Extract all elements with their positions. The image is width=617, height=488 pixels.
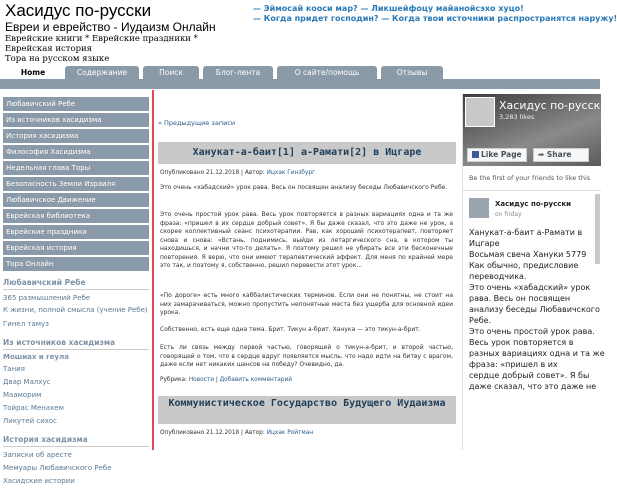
- main-content: [152, 90, 458, 450]
- main-nav: [0, 66, 600, 80]
- post-title[interactable]: Ханукат-а-баит[1] а-Рамати[2] в Ицгаре: [158, 142, 456, 164]
- add-comment-link[interactable]: Добавить комментарий: [219, 377, 292, 383]
- post-meta: [160, 170, 315, 176]
- fb-page-avatar[interactable]: [465, 97, 495, 127]
- facebook-icon: [472, 151, 479, 158]
- link-meaningful-life[interactable]: К жизни, полной смысла (учение Ребе): [3, 306, 148, 314]
- left-sidebar: [3, 97, 149, 488]
- menu-item-israel-security[interactable]: Безопасность Земли Израиля: [3, 177, 149, 191]
- fb-post-line: рава. Весь он посвящен: [469, 294, 571, 303]
- menu-item-jewish-history[interactable]: Еврейская история: [3, 241, 149, 255]
- tab-reviews[interactable]: Отзывы: [381, 66, 443, 79]
- link-torat-menachem[interactable]: Тойрас Менахем: [3, 404, 64, 412]
- fb-post-line: фраза: «пришел в их: [469, 360, 558, 369]
- tab-home[interactable]: Home: [5, 66, 61, 79]
- fb-post-text: [469, 227, 605, 392]
- post-meta: [160, 430, 313, 436]
- link-365-thoughts[interactable]: 365 размышлений Ребе: [3, 294, 91, 302]
- divider: [3, 289, 149, 290]
- post-footer: [160, 377, 292, 383]
- fb-post-line: Как обычно, предисловие: [469, 261, 579, 270]
- menu-item-jewish-holidays[interactable]: Еврейские праздники: [3, 225, 149, 239]
- fb-like-page-button[interactable]: [467, 148, 527, 162]
- menu-item-history-chasidism[interactable]: История хасидизма: [3, 129, 149, 143]
- section-heading-history: История хасидизма: [3, 435, 88, 444]
- tab-about[interactable]: О сайте/помощь: [277, 66, 377, 79]
- fb-post-line: Ицгаре: [469, 239, 500, 248]
- ticker-line-2: — Когда придет господин? — Когда твои источники распространятся наружу!: [253, 14, 617, 23]
- site-description-2: Тора на русском языке: [5, 54, 110, 64]
- post-meta-prefix: Опубликовано 21.12.2018 | Автор:: [160, 170, 267, 176]
- divider: [3, 446, 149, 447]
- fb-post-line: сердце добрый совет». Я бы: [469, 371, 590, 380]
- facebook-page-widget: [462, 94, 608, 450]
- category-link-news[interactable]: Новости: [188, 377, 215, 383]
- menu-item-sources[interactable]: Из источников хасидизма: [3, 113, 149, 127]
- link-arrest-notes[interactable]: Записки об аресте: [3, 451, 72, 459]
- post-paragraph: «По дороге» есть много каббалистических терминов. Если они не понятны, не стоит на них замарачиваться, можно пропустить непонятные места без ущерба для основной идеи урока.: [160, 292, 453, 316]
- link-chasidic-stories[interactable]: Хасидские истории: [3, 477, 75, 485]
- post-author-link[interactable]: Ицхак Ройтман: [266, 430, 314, 436]
- menu-item-torah-portion[interactable]: Недельная глава Торы: [3, 161, 149, 175]
- fb-post-avatar[interactable]: [469, 198, 489, 218]
- divider: [3, 349, 149, 350]
- share-icon: ➦: [538, 150, 547, 159]
- link-rebbe-memoirs[interactable]: Мемуары Любавичского Ребе: [3, 464, 112, 472]
- fb-post-time[interactable]: on friday: [495, 211, 522, 218]
- link-dvar-malchus[interactable]: Двар Малхус: [3, 378, 51, 386]
- ticker-line-1: — Эймосай кооси мар? — Ликшейфоцу майанойсэхо хуцо!: [253, 4, 524, 13]
- fb-post-line: Весь урок повторяется в: [469, 338, 574, 347]
- fb-post-line: анализу беседы Любавичского: [469, 305, 600, 314]
- fb-post-line: Восьмая свеча Хануки 5779: [469, 250, 587, 259]
- previous-posts-link[interactable]: « Предыдущие записи: [158, 119, 236, 127]
- fb-share-button[interactable]: [533, 148, 589, 162]
- fb-page-name[interactable]: Хасидус по-русски: [499, 99, 608, 112]
- site-subtitle: Евреи и еврейство - Иудаизм Онлайн: [5, 20, 216, 34]
- post-title[interactable]: Коммунистическое Государство Будущего Иудаизма: [158, 396, 456, 424]
- fb-post-line: Это очень простой урок рава.: [469, 327, 595, 336]
- fb-like-label: Like Page: [481, 150, 522, 159]
- menu-item-rebbe[interactable]: Любавичский Ребе: [3, 97, 149, 111]
- fb-friends-text: Be the first of your friends to like this: [469, 174, 591, 182]
- fb-post-author[interactable]: Хасидус по-русски: [495, 200, 572, 208]
- menu-item-lubavitch-movement[interactable]: Любавичское Движение: [3, 193, 149, 207]
- fb-post-line: переводчика.: [469, 272, 527, 281]
- menu-item-philosophy[interactable]: Философия Хасидизма: [3, 145, 149, 159]
- tab-search[interactable]: Поиск: [143, 66, 199, 79]
- fb-scrollbar[interactable]: [595, 194, 600, 264]
- link-likutei-sichos[interactable]: Ликутей сихос: [3, 417, 58, 425]
- section-sub-moshiach[interactable]: Мошиах и геула: [3, 353, 69, 361]
- post-paragraph: Это очень «хабадский» урок рава. Весь он посвящен анализу беседы Любавичского Ребе.: [160, 184, 448, 191]
- site-title[interactable]: Хасидус по-русски: [5, 1, 152, 20]
- link-tanya[interactable]: Тания: [3, 365, 25, 373]
- ticker: [253, 4, 617, 24]
- fb-post-line: Ханукат-а-баит а-Рамати в: [469, 228, 583, 237]
- divider: [463, 190, 601, 191]
- menu-item-jewish-library[interactable]: Еврейская библиотека: [3, 209, 149, 223]
- link-maamorim[interactable]: Мааморим: [3, 391, 42, 399]
- post-paragraph: Собственно, есть еще одна тема. Брит. Тикун а-брит. Ханука — это тикун-а-брит.: [160, 326, 421, 333]
- fb-post-line: даже сказал, что это даже не: [469, 382, 597, 391]
- fb-post-line: разных вариациях одна и та же: [469, 349, 605, 358]
- link-gimmel-tammuz[interactable]: Гинел тамуз: [3, 320, 49, 328]
- fb-post-line: Ребе.: [469, 316, 492, 325]
- fb-likes-count: 3,283 likes: [499, 113, 535, 121]
- rubric-prefix: Рубрика:: [160, 377, 189, 383]
- footer-sep: |: [214, 377, 220, 383]
- fb-post-line: Это очень «хабадский» урок: [469, 283, 591, 292]
- post-author-link[interactable]: Ицхак Гинзбург: [266, 170, 316, 176]
- post-paragraph: Есть ли связь между первой частью, говорящей о тикун-а-брит, и второй частью, говорящей о том, что в сердце вдруг появляется мысль, что надо идти на битву с врагом, даже если нет никаких шансов на победу? Очевидно, да.: [160, 344, 453, 368]
- tab-blog-feed[interactable]: Блог-лента: [203, 66, 273, 79]
- section-heading-rebbe: Любавичский Ребе: [3, 278, 86, 287]
- post-paragraph: Это очень простой урок рава. Весь урок повторяется в разных вариациях одна и та же фраза: «пришел в их сердце добрый совет». Я бы даже сказал, что это даже не урок, а скорее коллективный сеанс психотерапии. Рав, как хороший психотерапевт, повторяет снова и снова: «Встань, поднимись, выйди из летаргического сна, в котором ты находишься, и начни что-то делать». Я поэтому решил не убирать все эти бесконечные повторения. Я верю, что они имеют терапевтический эффект. Для меня по крайней мере это так, и поэтому я, собственно, решил перевести этот урок...: [160, 211, 453, 269]
- menu-item-torah-online[interactable]: Тора Онлайн: [3, 257, 149, 271]
- nav-underbar: [0, 79, 600, 89]
- section-heading-sources: Из источников хасидизма: [3, 338, 116, 347]
- fb-share-label: Share: [546, 150, 572, 159]
- site-description: Еврейские книги * Еврейские праздники * Еврейская история: [5, 34, 198, 54]
- tab-contents[interactable]: Содержание: [65, 66, 139, 79]
- post-meta-prefix: Опубликовано 21.12.2018 | Автор:: [160, 430, 267, 436]
